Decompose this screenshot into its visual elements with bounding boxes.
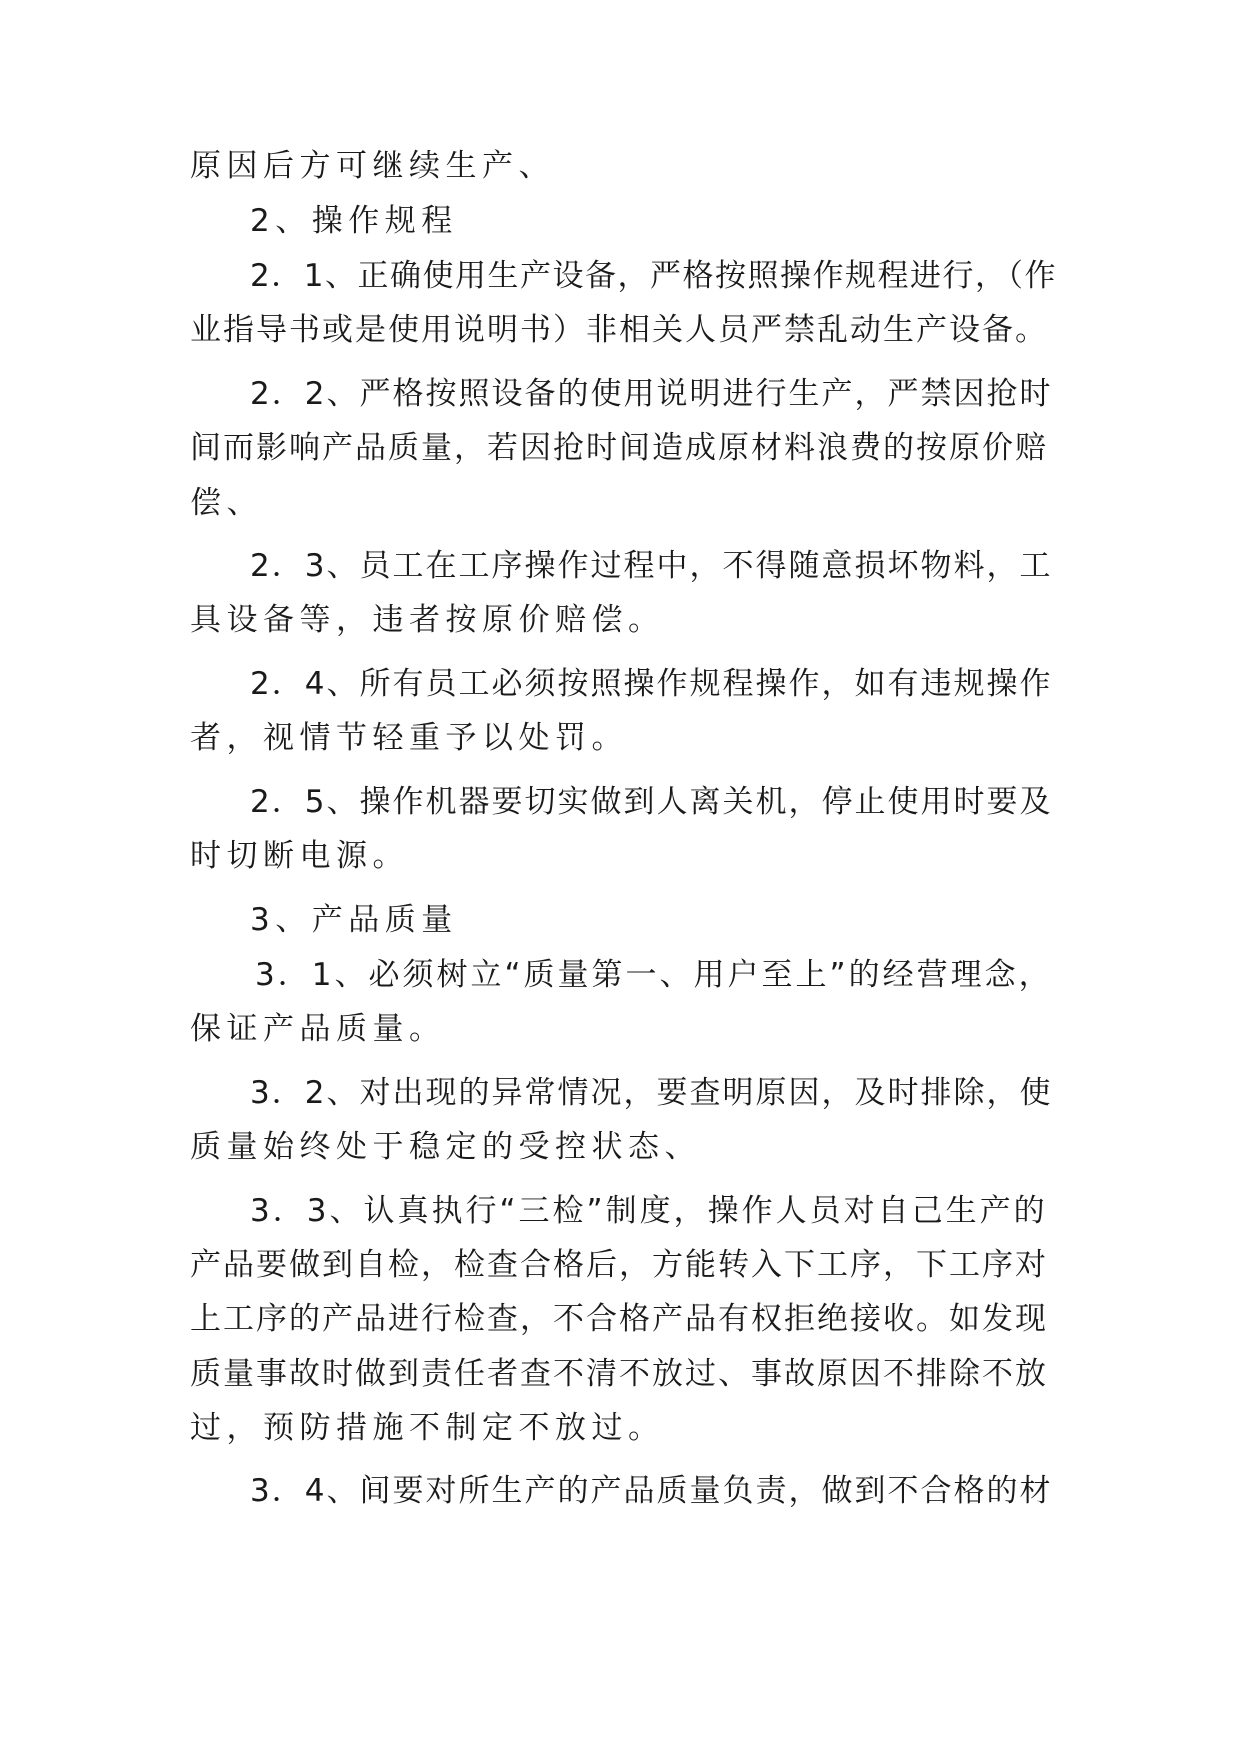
section-heading-2: 2、操作规程 <box>250 203 458 239</box>
text-line-15: 3．1、必须树立“质量第一、用户至上”的经营理念， <box>255 957 1053 993</box>
text-line-19: 3．3、认真执行“三检”制度，操作人员对自己生产的 <box>250 1193 1048 1229</box>
text-line-3: 2．1、正确使用生产设备，严格按照操作规程进行，（作 <box>250 258 1057 294</box>
text-line-23: 过，预防措施不制定不放过。 <box>190 1410 665 1446</box>
text-line-9: 具设备等，违者按原价赔偿。 <box>190 602 665 638</box>
text-line-20: 产品要做到自检，检查合格后，方能转入下工序，下工序对 <box>190 1247 1048 1283</box>
text-line-5: 2．2、严格按照设备的使用说明进行生产，严禁因抢时 <box>250 376 1053 412</box>
text-line-6: 间而影响产品质量，若因抢时间造成原材料浪费的按原价赔 <box>190 430 1048 466</box>
text-line-18: 质量始终处于稳定的受控状态、 <box>190 1129 701 1165</box>
text-line-22: 质量事故时做到责任者查不清不放过、事故原因不排除不放 <box>190 1356 1048 1392</box>
text-line-8: 2．3、员工在工序操作过程中，不得随意损坏物料，工 <box>250 548 1053 584</box>
text-line-13: 时切断电源。 <box>190 838 409 874</box>
text-line-17: 3．2、对出现的异常情况，要查明原因，及时排除，使 <box>250 1075 1053 1111</box>
text-line-11: 者，视情节轻重予以处罚。 <box>190 720 628 756</box>
text-line-1: 原因后方可继续生产、 <box>190 148 555 184</box>
section-heading-3: 3、产品质量 <box>250 902 458 938</box>
text-line-24: 3．4、间要对所生产的产品质量负责，做到不合格的材 <box>250 1473 1053 1509</box>
text-line-21: 上工序的产品进行检查，不合格产品有权拒绝接收。如发现 <box>190 1301 1048 1337</box>
text-line-16: 保证产品质量。 <box>190 1011 446 1047</box>
text-line-4: 业指导书或是使用说明书）非相关人员严禁乱动生产设备。 <box>190 312 1048 348</box>
text-line-12: 2．5、操作机器要切实做到人离关机，停止使用时要及 <box>250 784 1053 820</box>
text-line-7: 偿、 <box>190 485 263 521</box>
text-line-10: 2．4、所有员工必须按照操作规程操作，如有违规操作 <box>250 666 1053 702</box>
